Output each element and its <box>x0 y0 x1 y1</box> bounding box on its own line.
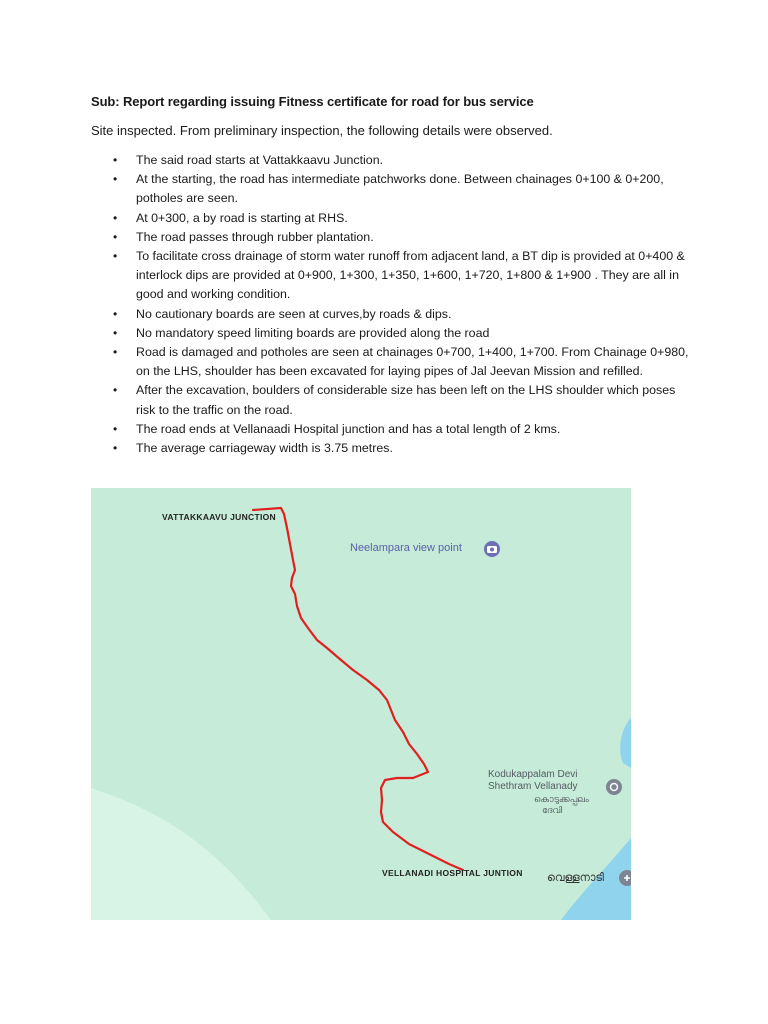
observation-item <box>91 305 691 324</box>
observation-text: No mandatory speed limiting boards are provided along the road <box>136 325 490 340</box>
temple-label-en-1: Kodukappalam Devi <box>488 769 578 780</box>
temple-label-en-2: Shethram Vellanady <box>488 781 578 792</box>
observation-text: The said road starts at Vattakkaavu Junction. <box>136 153 384 167</box>
observation-text: At 0+300, a by road is starting at RHS. <box>136 210 348 225</box>
observation-text: At the starting, the road has intermediate patchworks done. Between chainages 0+100 & 0+200, potholes are seen. <box>136 172 664 206</box>
bullet-dot: • <box>113 345 118 360</box>
observation-text: After the excavation, boulders of considerable size has been left on the LHS shoulder which poses risk to the traffic on the road. <box>136 383 676 417</box>
town-label-ml: വെള്ളനാടി <box>547 872 604 884</box>
viewpoint-label: Neelampara view point <box>350 542 462 554</box>
report-intro: Site inspected. From preliminary inspection, the following details were observed. <box>91 123 553 138</box>
observation-text: No cautionary boards are seen at curves,by roads & dips. <box>136 306 452 321</box>
viewpoint-icon <box>484 541 500 557</box>
start-junction-label: VATTAKKAAVU JUNCTION <box>162 512 276 522</box>
temple-label-ml-1: കൊടുക്കപ്പലം <box>534 794 589 804</box>
temple-icon <box>606 779 622 795</box>
bullet-dot: • <box>113 210 118 225</box>
bullet-dot: • <box>113 421 118 436</box>
observation-item <box>91 228 691 247</box>
temple-label-ml-2: ദേവി <box>542 805 563 815</box>
bullet-dot: • <box>113 249 118 264</box>
observation-text: To facilitate cross drainage of storm water runoff from adjacent land, a BT dip is provided at 0+400 & interlock dips are provided at 0+900, 1+300, 1+350, 1+600, 1+720, 1+800 & 1+900 . They are all in good and working condition. <box>136 249 685 302</box>
observation-item <box>91 343 691 381</box>
bullet-dot: • <box>113 306 118 321</box>
route-map <box>91 488 631 920</box>
observation-item <box>91 247 691 305</box>
observation-item <box>91 420 691 439</box>
bullet-dot: • <box>113 172 118 187</box>
observation-text: Road is damaged and potholes are seen at chainages 0+700, 1+400, 1+700. From Chainage 0+980, on the LHS, shoulder has been excavated for laying pipes of Jal Jeevan Mission and refilled. <box>136 345 689 379</box>
observation-item <box>91 170 691 208</box>
report-subject: Sub: Report regarding issuing Fitness certificate for road for bus service <box>91 94 534 109</box>
observation-item <box>91 209 691 228</box>
bullet-dot: • <box>113 153 118 167</box>
observation-item <box>91 151 691 170</box>
observation-text: The road ends at Vellanaadi Hospital junction and has a total length of 2 kms. <box>136 421 561 436</box>
observation-item <box>91 324 691 343</box>
observation-text: The road passes through rubber plantation. <box>136 229 374 244</box>
bullet-dot: • <box>113 441 118 456</box>
bullet-dot: • <box>113 325 118 340</box>
observation-item <box>91 439 691 458</box>
observation-item <box>91 381 691 419</box>
bullet-dot: • <box>113 383 118 398</box>
observation-list <box>91 151 691 458</box>
observation-text: The average carriageway width is 3.75 metres. <box>136 441 393 456</box>
bullet-dot: • <box>113 229 118 244</box>
end-junction-label: VELLANADI HOSPITAL JUNTION <box>382 868 523 878</box>
